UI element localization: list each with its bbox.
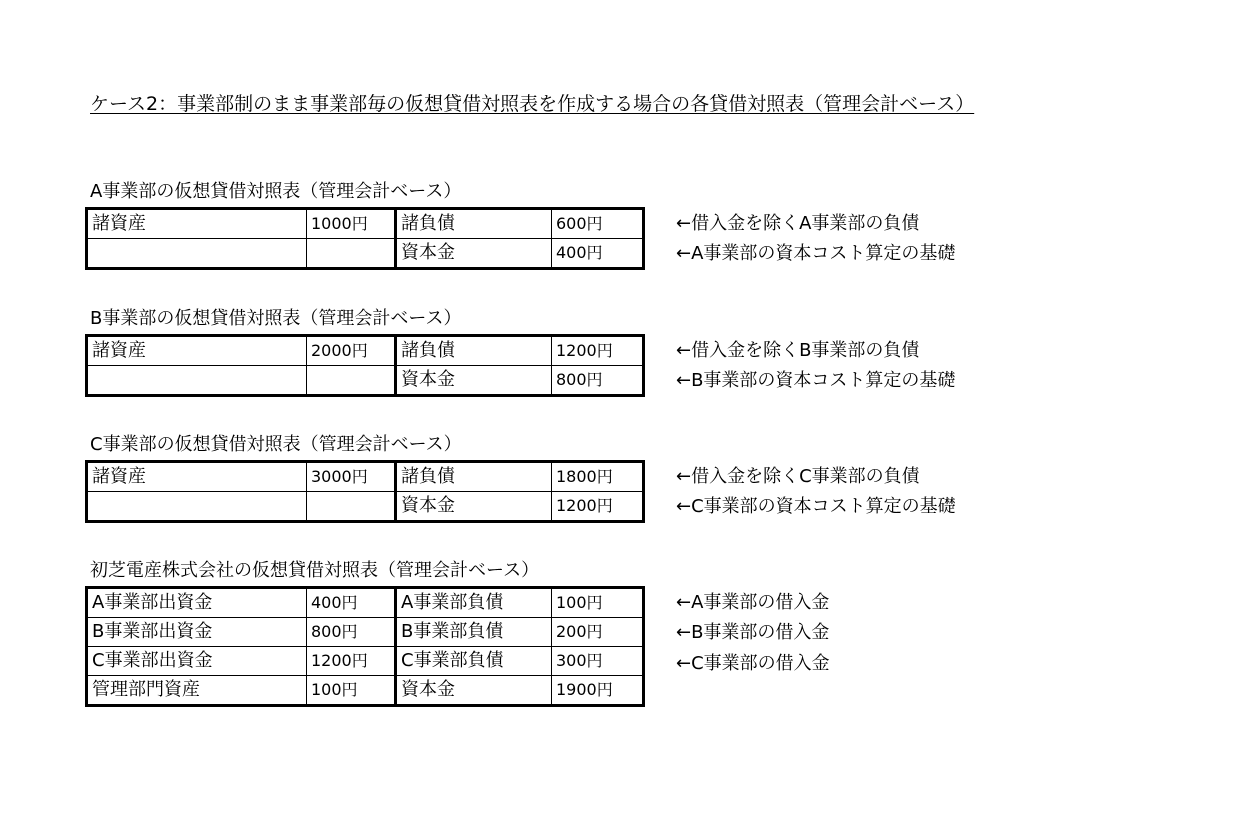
asset-value-cell: 800円 <box>307 618 396 647</box>
asset-value-cell: 1000円 <box>307 209 396 239</box>
asset-cell <box>87 492 307 522</box>
table-row <box>87 588 644 618</box>
liability-value-cell: 200円 <box>552 618 644 647</box>
asset-value-cell <box>307 492 396 522</box>
note-a-liability: ←借入金を除くA事業部の負債 <box>676 213 920 234</box>
note-company-a: ←A事業部の借入金 <box>676 592 830 613</box>
liability-value-cell: 1200円 <box>552 492 644 522</box>
balance-sheet-c <box>85 460 645 523</box>
liability-value-cell: 100円 <box>552 588 644 618</box>
page-title: ケース2：事業部制のまま事業部毎の仮想貸借対照表を作成する場合の各貸借対照表（管理会計ベース） <box>90 93 975 115</box>
table-row <box>87 239 644 269</box>
section-title-b: B事業部の仮想貸借対照表（管理会計ベース） <box>90 308 462 329</box>
table-row <box>87 647 644 676</box>
note-b-capital: ←B事業部の資本コスト算定の基礎 <box>676 370 956 391</box>
asset-cell: 管理部門資産 <box>87 676 307 706</box>
liability-cell: 資本金 <box>396 239 552 269</box>
liability-value-cell: 1800円 <box>552 462 644 492</box>
table-row <box>87 462 644 492</box>
liability-value-cell: 1200円 <box>552 336 644 366</box>
asset-value-cell: 400円 <box>307 588 396 618</box>
asset-cell: C事業部出資金 <box>87 647 307 676</box>
asset-cell: 諸資産 <box>87 462 307 492</box>
table-row <box>87 676 644 706</box>
balance-sheet-company <box>85 586 645 707</box>
liability-value-cell: 1900円 <box>552 676 644 706</box>
balance-sheet-b <box>85 334 645 397</box>
table-row <box>87 336 644 366</box>
table-row <box>87 618 644 647</box>
liability-value-cell: 300円 <box>552 647 644 676</box>
note-c-capital: ←C事業部の資本コスト算定の基礎 <box>676 496 956 517</box>
liability-cell: A事業部負債 <box>396 588 552 618</box>
liability-cell: B事業部負債 <box>396 618 552 647</box>
liability-value-cell: 400円 <box>552 239 644 269</box>
table-row <box>87 366 644 396</box>
table-row <box>87 209 644 239</box>
asset-cell: B事業部出資金 <box>87 618 307 647</box>
asset-value-cell <box>307 239 396 269</box>
note-b-liability: ←借入金を除くB事業部の負債 <box>676 340 920 361</box>
asset-value-cell: 3000円 <box>307 462 396 492</box>
asset-value-cell: 2000円 <box>307 336 396 366</box>
asset-cell: 諸資産 <box>87 336 307 366</box>
liability-value-cell: 600円 <box>552 209 644 239</box>
liability-cell: 資本金 <box>396 676 552 706</box>
note-a-capital: ←A事業部の資本コスト算定の基礎 <box>676 243 956 264</box>
liability-cell: 資本金 <box>396 366 552 396</box>
liability-cell: C事業部負債 <box>396 647 552 676</box>
balance-sheet-a <box>85 207 645 270</box>
liability-cell: 諸負債 <box>396 462 552 492</box>
liability-cell: 諸負債 <box>396 336 552 366</box>
note-company-c: ←C事業部の借入金 <box>676 653 830 674</box>
asset-value-cell: 100円 <box>307 676 396 706</box>
asset-value-cell: 1200円 <box>307 647 396 676</box>
note-c-liability: ←借入金を除くC事業部の負債 <box>676 466 920 487</box>
section-title-company: 初芝電産株式会社の仮想貸借対照表（管理会計ベース） <box>90 560 540 581</box>
section-title-a: A事業部の仮想貸借対照表（管理会計ベース） <box>90 181 462 202</box>
table-row <box>87 492 644 522</box>
liability-cell: 資本金 <box>396 492 552 522</box>
asset-value-cell <box>307 366 396 396</box>
section-title-c: C事業部の仮想貸借対照表（管理会計ベース） <box>90 434 462 455</box>
liability-cell: 諸負債 <box>396 209 552 239</box>
asset-cell <box>87 239 307 269</box>
note-company-b: ←B事業部の借入金 <box>676 622 830 643</box>
asset-cell: 諸資産 <box>87 209 307 239</box>
asset-cell: A事業部出資金 <box>87 588 307 618</box>
asset-cell <box>87 366 307 396</box>
liability-value-cell: 800円 <box>552 366 644 396</box>
